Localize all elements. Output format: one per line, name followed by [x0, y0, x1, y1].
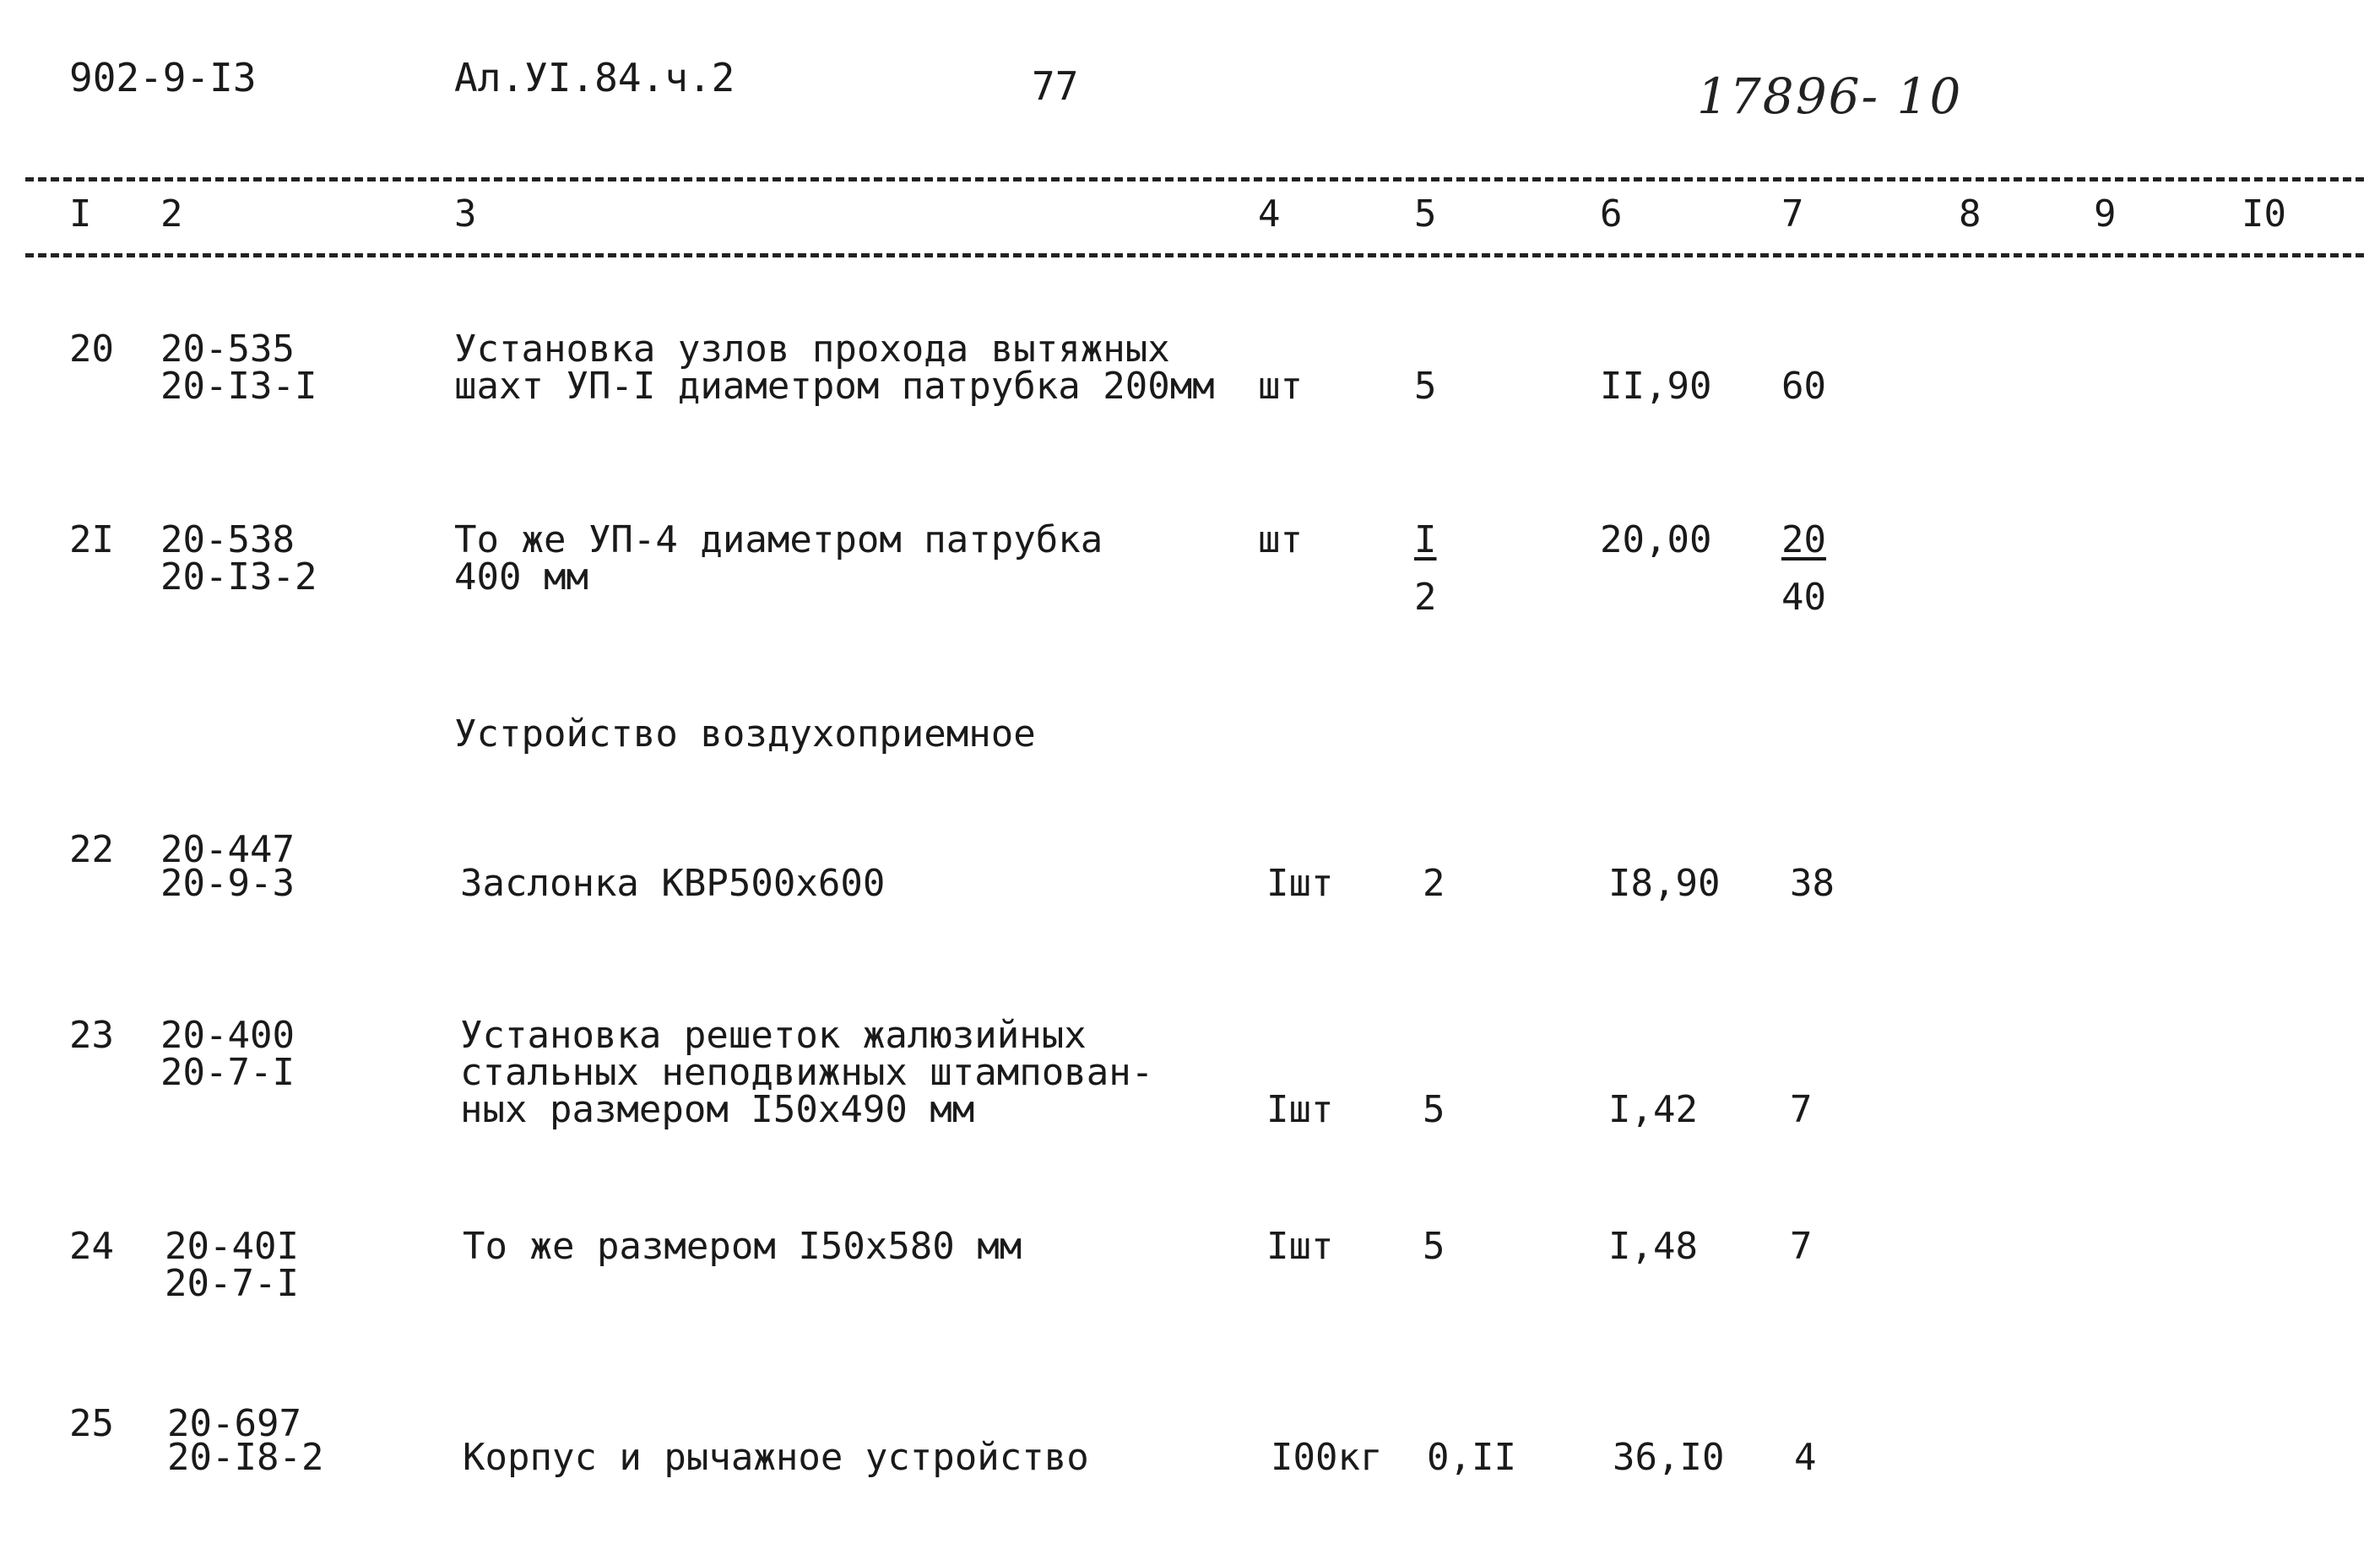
row-description: То же УП-4 диаметром патрубка — [454, 518, 1103, 561]
row-unit: Iшт — [1266, 862, 1334, 905]
norm-code: 20-697 — [167, 1402, 301, 1445]
top-divider — [25, 177, 2364, 181]
row-number: 2I — [69, 518, 114, 561]
row-price: 20,00 — [1600, 518, 1712, 561]
norm-code: 20-400 — [160, 1014, 295, 1057]
row-number: 25 — [69, 1402, 114, 1445]
row-total: 38 — [1790, 862, 1835, 905]
row-description: стальных неподвижных штампован- — [460, 1051, 1154, 1094]
row-price: I,48 — [1608, 1225, 1698, 1268]
row-quantity: 5 — [1414, 365, 1437, 408]
col-header-6: 6 — [1600, 192, 1623, 236]
row-description: 400 мм — [454, 555, 588, 598]
row-quantity: 2 — [1423, 862, 1445, 905]
norm-code-secondary: 20-7-I — [165, 1262, 299, 1305]
col-header-4: 4 — [1258, 192, 1281, 236]
col-header-8: 8 — [1959, 192, 1982, 236]
norm-code-secondary: 20-I3-2 — [160, 555, 317, 598]
col-header-9: 9 — [2094, 192, 2117, 236]
norm-code-secondary: 20-9-3 — [160, 862, 295, 905]
row-description: То же размером I50х580 мм — [463, 1225, 1022, 1268]
album-reference: Ал.УI.84.ч.2 — [454, 55, 735, 100]
row-number: 24 — [69, 1225, 114, 1268]
row-unit: шт — [1258, 518, 1303, 561]
norm-code: 20-538 — [160, 518, 295, 561]
row-description: Установка решеток жалюзийных — [460, 1014, 1087, 1057]
col-header-1: I — [69, 192, 92, 236]
row-total: 4 — [1794, 1436, 1817, 1479]
row-quantity-denominator: 2 — [1414, 576, 1437, 619]
row-number: 20 — [69, 328, 114, 371]
row-total: 60 — [1781, 365, 1826, 408]
row-price: I8,90 — [1608, 862, 1721, 905]
norm-code-secondary: 20-I3-I — [160, 365, 317, 408]
row-number: 22 — [69, 828, 114, 871]
row-unit: I00кг — [1271, 1436, 1383, 1479]
row-total: 7 — [1790, 1225, 1813, 1268]
row-description: шахт УП-I диаметром патрубка 200мм — [454, 365, 1215, 408]
col-header-10: I0 — [2242, 192, 2286, 236]
norm-code: 20-447 — [160, 828, 295, 871]
row-price: II,90 — [1600, 365, 1712, 408]
row-description: Заслонка КВР500х600 — [460, 862, 886, 905]
section-heading: Устройство воздухоприемное — [454, 712, 1036, 756]
row-unit: шт — [1258, 365, 1303, 408]
row-quantity: 0,II — [1427, 1436, 1516, 1479]
row-quantity: 5 — [1423, 1088, 1445, 1131]
col-header-2: 2 — [160, 192, 183, 236]
row-total-denominator: 40 — [1781, 576, 1826, 619]
row-unit: Iшт — [1266, 1225, 1334, 1268]
project-code: 902-9-I3 — [69, 55, 257, 100]
row-quantity: 5 — [1423, 1225, 1445, 1268]
row-description: Корпус и рычажное устройство — [463, 1436, 1089, 1479]
norm-code-secondary: 20-I8-2 — [167, 1436, 324, 1479]
row-unit: Iшт — [1266, 1088, 1334, 1131]
col-header-3: 3 — [454, 192, 477, 236]
norm-code-secondary: 20-7-I — [160, 1051, 295, 1094]
page-number: 77 — [1032, 63, 1079, 109]
norm-code: 20-40I — [165, 1225, 299, 1268]
row-description: Установка узлов прохода вытяжных — [454, 328, 1170, 371]
row-total: 7 — [1790, 1088, 1813, 1131]
col-header-5: 5 — [1414, 192, 1437, 236]
row-quantity-numerator: I — [1414, 518, 1437, 561]
row-number: 23 — [69, 1014, 114, 1057]
row-description: ных размером I50х490 мм — [460, 1088, 975, 1131]
row-price: 36,I0 — [1613, 1436, 1725, 1479]
header-divider — [25, 253, 2364, 257]
handwritten-doc-number: 17896- 10 — [1697, 68, 1963, 125]
norm-code: 20-535 — [160, 328, 295, 371]
col-header-7: 7 — [1781, 192, 1804, 236]
row-total-numerator: 20 — [1781, 518, 1826, 561]
row-price: I,42 — [1608, 1088, 1698, 1131]
